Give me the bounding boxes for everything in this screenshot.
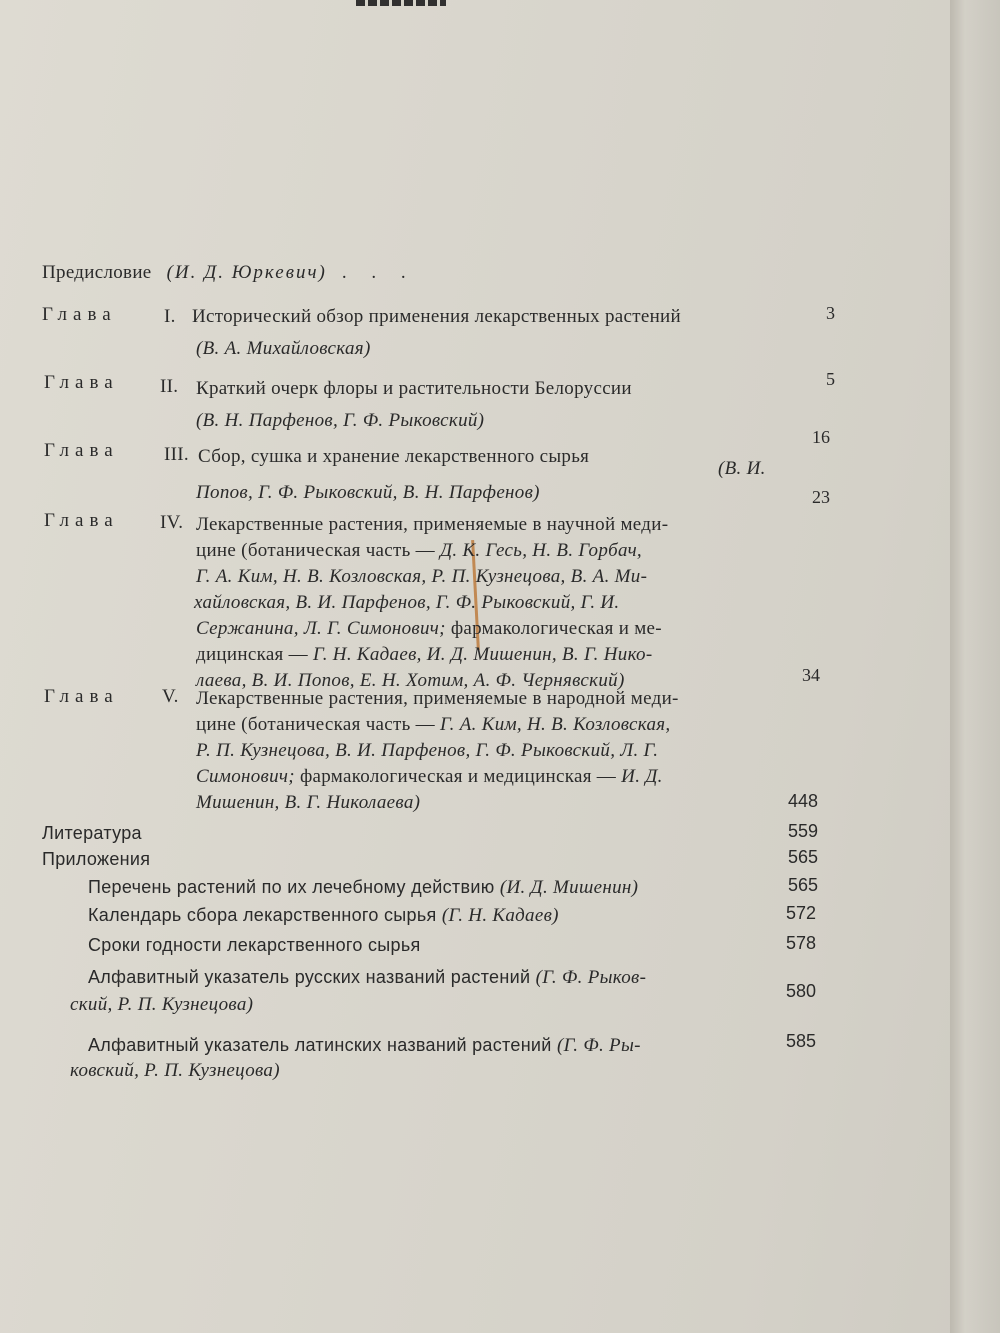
appendix-title: Сроки годности лекарственного сырья [88,935,421,955]
page-number: 16 [812,427,830,447]
page-number: 565 [787,847,818,867]
appendix-item [88,934,421,956]
chapter-title-part: фармакологическая и медицинская — [299,766,617,787]
chapter-title: Лекарственные растения, применяемые в народной меди- [196,688,679,709]
page-number: 3 [826,303,835,323]
chapter-number: I. [164,306,176,327]
appendix-title: Перечень растений по их лечебному действию [88,877,495,897]
chapter-title [196,540,642,562]
page-number: 565 [787,875,818,895]
page-number: 578 [785,933,816,953]
chapter-title: Лекарственные растения, применяемые в научной меди- [196,514,669,535]
chapter-title-part: цине (ботаническая часть — [196,540,435,561]
chapter-author [196,618,662,640]
chapter-number: III. [164,444,189,465]
appendix-author: (Г. Н. Кадаев) [441,905,559,926]
page-number: 572 [785,903,816,923]
chapter-label: Глава [44,440,119,461]
chapter-author: И. Д. [621,766,663,787]
appendix-title: Алфавитный указатель русских названий растений [88,967,531,987]
chapter-title-part: цине (ботаническая часть — [196,714,435,735]
chapter-label: Глава [44,372,119,393]
chapter-author: Симонович; [196,766,295,787]
appendix-author: (Г. Ф. Ры- [556,1035,641,1056]
appendix-author: (И. Д. Мишенин) [499,877,639,898]
chapter-author [196,766,663,788]
page-number: 580 [785,981,816,1001]
chapter-author [196,644,653,666]
page-number: 448 [787,791,818,811]
appendix-title: Календарь сбора лекарственного сырья [88,905,437,925]
chapter-author: Мишенин, В. Г. Николаева) [196,792,421,813]
chapter-title: Сбор, сушка и хранение лекарственного сырья [198,446,590,467]
chapter-number: IV. [160,512,184,533]
entry-author: (И. Д. Юркевич) [166,262,327,283]
chapter-label: Глава [42,304,117,325]
chapter-label: Глава [44,686,119,707]
page-number: 585 [785,1031,816,1051]
chapter-author: Д. К. Гесь, Н. В. Горбач, [440,540,642,561]
chapter-number: V. [162,686,179,707]
appendix-author: (Г. Ф. Рыков- [535,967,647,988]
chapter-author: (В. И. [718,458,766,479]
chapter-title: Краткий очерк флоры и растительности Белоруссии [196,378,632,399]
chapter-author: Сержанина, Л. Г. Симонович; [196,618,446,639]
chapter-author: Попов, Г. Ф. Рыковский, В. Н. Парфенов) [196,482,540,503]
chapter-author: (В. Н. Парфенов, Г. Ф. Рыковский) [196,410,485,431]
chapter-author: Г. А. Ким, Н. В. Козловская, Р. П. Кузнецова, В. А. Ми- [196,566,648,587]
appendix-title: Алфавитный указатель латинских названий растений [88,1035,552,1055]
chapter-author: хайловская, В. И. Парфенов, Г. Ф. Рыковский, Г. И. [194,592,620,613]
leader-dots: . . . [341,262,416,283]
chapter-title: Исторический обзор применения лекарственных растений [192,306,681,327]
appendix-author: ский, Р. П. Кузнецова) [70,994,254,1015]
appendix-item [88,876,638,899]
chapter-title [196,714,670,736]
appendix-item [88,966,646,989]
toc-entry-appendices: Приложения [42,849,151,869]
entry-title: Предисловие [42,262,152,283]
chapter-author: (В. А. Михайловская) [196,338,371,359]
toc-entry-preface [42,262,416,284]
appendix-item [88,1034,641,1057]
toc-entry-literature: Литература [42,823,142,843]
appendix-author: ковский, Р. П. Кузнецова) [70,1060,280,1081]
page-number: 23 [812,487,830,507]
chapter-author: Р. П. Кузнецова, В. И. Парфенов, Г. Ф. Рыковский, Л. Г. [196,740,659,761]
page-number: 5 [826,369,835,389]
page-number: 559 [787,821,818,841]
appendix-item [88,904,559,927]
chapter-number: II. [160,376,179,397]
chapter-author: лаева, В. И. Попов, Е. Н. Хотим, А. Ф. Чернявский) [196,670,625,691]
chapter-title-part: дицинская — [196,644,308,665]
page-number: 34 [802,665,820,685]
chapter-author: Г. А. Ким, Н. В. Козловская, [440,714,671,735]
chapter-label: Глава [44,510,119,531]
chapter-author: Г. Н. Кадаев, И. Д. Мишенин, В. Г. Нико- [313,644,653,665]
chapter-title-part: фармакологическая и ме- [450,618,662,639]
